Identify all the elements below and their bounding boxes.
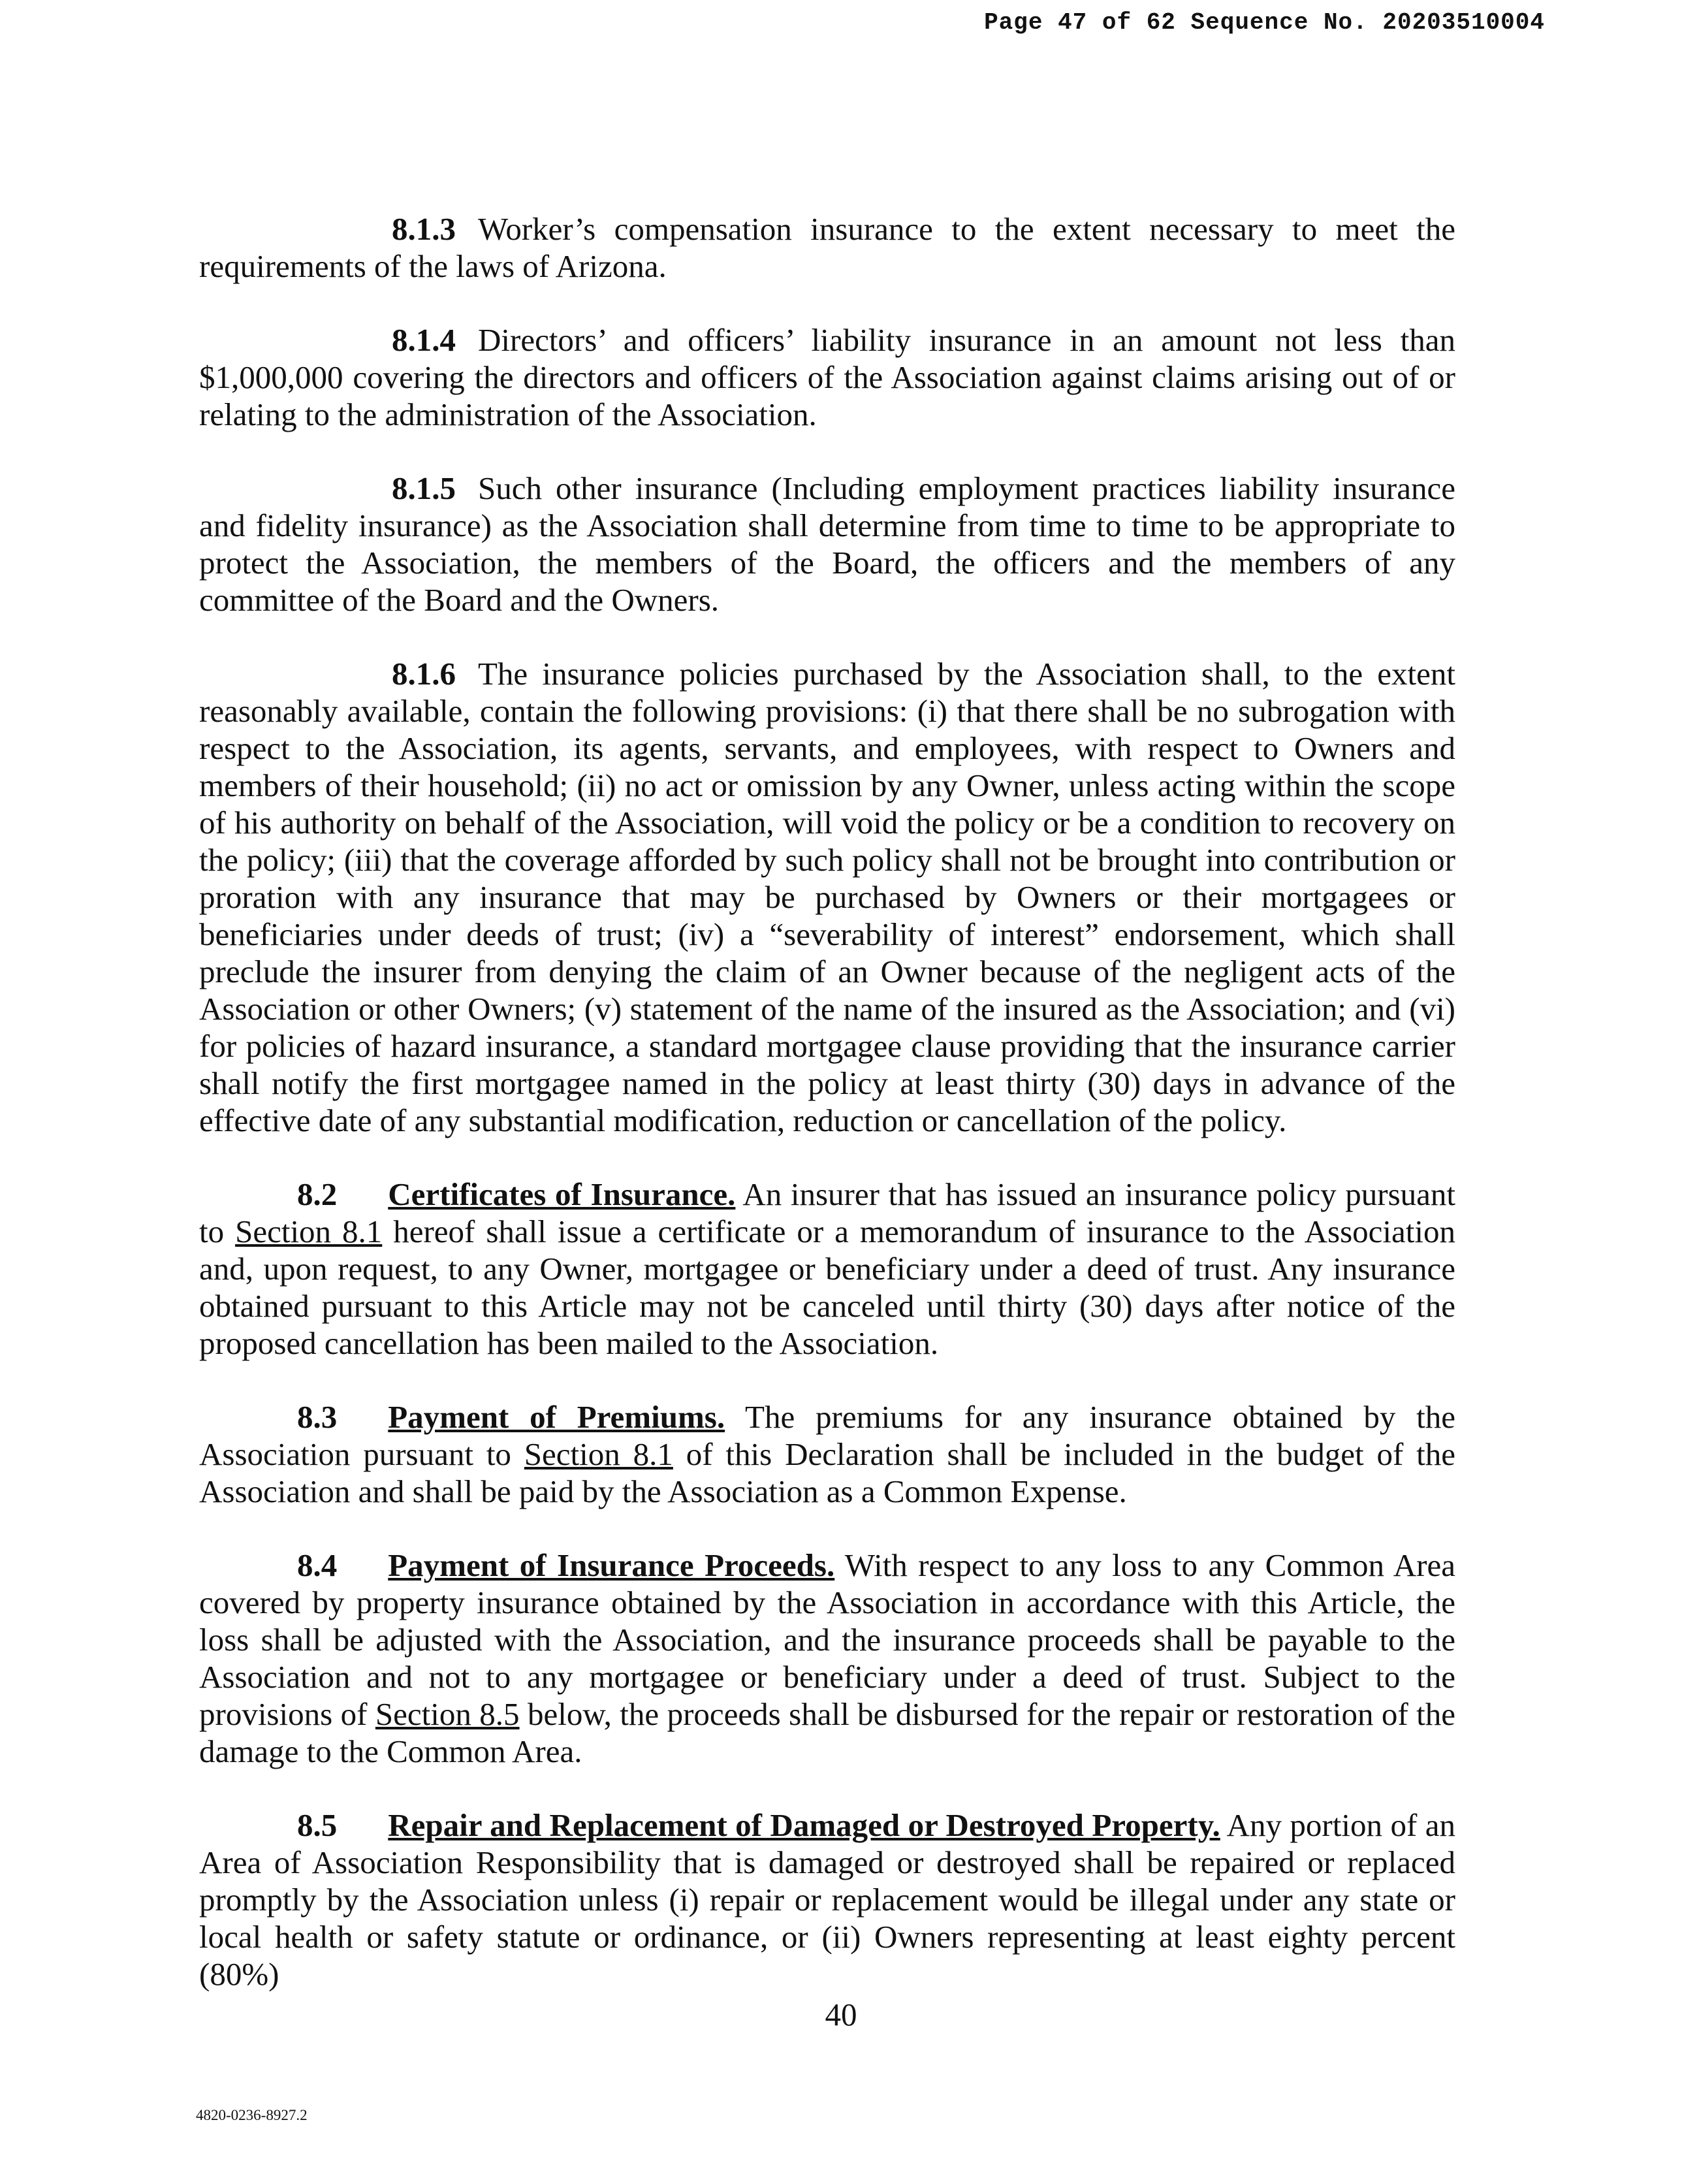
paragraph-8-1-5 (199, 470, 1455, 618)
paragraph-text: Directors’ and officers’ liability insurance in an amount not less than $1,000,000 covering the directors and officers of the Association against claims arising out of or relating to the administration of the Association. (199, 322, 1455, 432)
section-number: 8.1.5 (392, 470, 456, 506)
section-8-2 (199, 1176, 1455, 1362)
section-8-5 (199, 1807, 1455, 1993)
paragraph-text: The premiums for any insurance obtained by the Association pursuant to (199, 1399, 1455, 1472)
paragraph-8-1-3 (199, 210, 1455, 285)
paragraph-text: below, the proceeds shall be disbursed for the repair or restoration of the damage to the Common Area. (199, 1696, 1456, 1769)
paragraph-8-1-4 (199, 321, 1455, 433)
section-title: Certificates of Insurance. (388, 1176, 736, 1212)
section-reference: Section 8.5 (375, 1696, 520, 1732)
section-number: 8.4 (297, 1547, 338, 1583)
section-8-4 (199, 1547, 1455, 1770)
section-8-3 (199, 1398, 1455, 1510)
paragraph-8-1-6 (199, 655, 1455, 1139)
section-number: 8.3 (297, 1399, 338, 1435)
paragraph-text: Worker’s compensation insurance to the extent necessary to meet the requirements of the laws of Arizona. (199, 211, 1455, 284)
section-number: 8.5 (297, 1807, 338, 1843)
paragraph-text: hereof shall issue a certificate or a memorandum of insurance to the Association and, upon request, to any Owner, mortgagee or beneficiary under a deed of trust. Any insurance obtained pursuant to this Article may not be canceled until thirty (30) days after notice of the proposed cancellation has been mailed to the Association. (199, 1213, 1455, 1361)
section-reference: Section 8.1 (235, 1213, 383, 1249)
document-body (199, 210, 1455, 2029)
paragraph-text: Such other insurance (Including employment practices liability insurance and fidelity insurance) as the Association shall determine from time to time to be appropriate to protect the Association, the members of the Board, the officers and the members of any committee of the Board and the Owners. (199, 470, 1455, 618)
page-sequence-header: Page 47 of 62 Sequence No. 20203510004 (984, 9, 1545, 36)
page-number: 40 (825, 1997, 857, 2032)
paragraph-text: With respect to any loss to any Common Area covered by property insurance obtained by the Association in accordance with this Article, the loss shall be adjusted with the Association, and the insurance proceeds shall be payable to the Association and not to any mortgagee or beneficiary under a deed of trust. Subject to the provisions of (199, 1547, 1455, 1732)
section-title: Payment of Insurance Proceeds. (388, 1547, 835, 1583)
section-number: 8.1.3 (392, 211, 456, 247)
paragraph-text: The insurance policies purchased by the Association shall, to the extent reasonably available, contain the following provisions: (i) that there shall be no subrogation with respect to the Association, its agents, servants, and employees, with respect to Owners and members of their household; (ii) no act or omission by any Owner, unless acting within the scope of his authority on behalf of the Association, will void the policy or be a condition to recovery on the policy; (iii) that the coverage afforded by such policy shall not be brought into contribution or proration with any insurance that may be purchased by Owners or their mortgagees or beneficiaries under deeds of trust; (iv) a “severability of interest” endorsement, which shall preclude the insurer from denying the claim of an Owner because of the negligent acts of the Association or other Owners; (v) statement of the name of the insured as the Association; and (vi) for policies of hazard insurance, a standard mortgagee clause providing that the insurance carrier shall notify the first mortgagee named in the policy at least thirty (30) days in advance of the effective date of any substantial modification, reduction or cancellation of the policy. (199, 656, 1455, 1138)
document-id: 4820-0236-8927.2 (196, 2107, 308, 2123)
section-title: Payment of Premiums. (388, 1399, 725, 1435)
paragraph-text: An insurer that has issued an insurance policy pursuant to (199, 1176, 1455, 1249)
paragraph-text: of this Declaration shall be included in the budget of the Association and shall be paid by the Association as a Common Expense. (199, 1436, 1455, 1509)
section-number: 8.1.4 (392, 322, 456, 358)
section-number: 8.1.6 (392, 656, 456, 692)
section-title: Repair and Replacement of Damaged or Destroyed Property. (388, 1807, 1220, 1843)
section-reference: Section 8.1 (524, 1436, 673, 1472)
section-number: 8.2 (297, 1176, 338, 1212)
paragraph-text: Any portion of an Area of Association Responsibility that is damaged or destroyed shall be repaired or replaced promptly by the Association unless (i) repair or replacement would be illegal under any state or local health or safety statute or ordinance, or (ii) Owners representing at least eighty percent (80%) (199, 1807, 1455, 1992)
